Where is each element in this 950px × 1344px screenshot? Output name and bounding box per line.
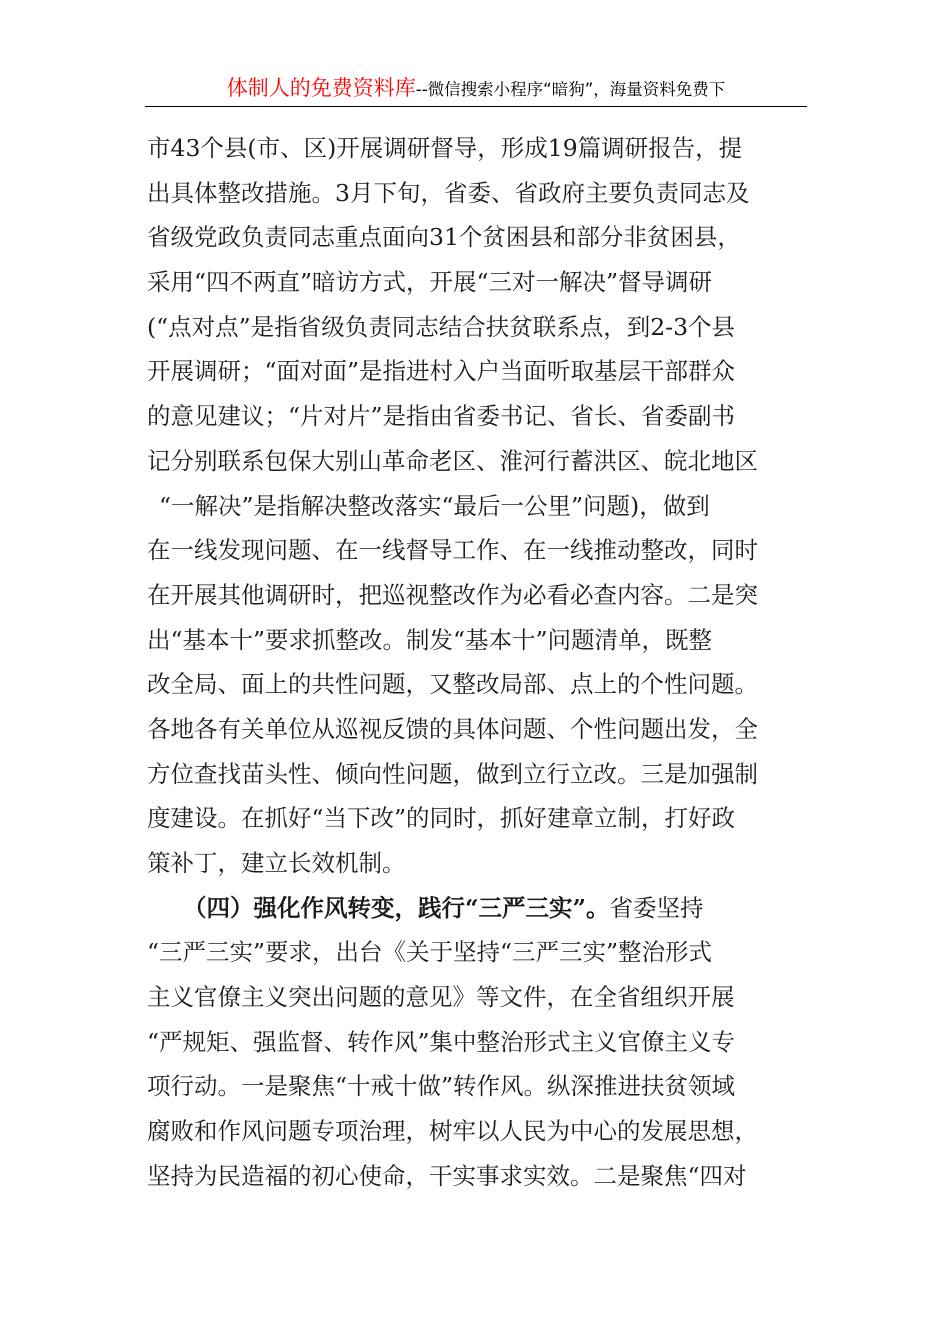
body-line: 在一线发现问题、在一线督导工作、在一线推动整改，同时: [147, 536, 758, 565]
body-line: “三严三实”要求，出台《关于坚持“三严三实”整治形式: [147, 938, 713, 967]
section-four-first-line: [147, 886, 807, 931]
body-line: 项行动。一是聚焦“十戒十做”转作风。纵深推进扶贫领域: [147, 1072, 736, 1101]
body-line: 策补丁，建立长效机制。: [147, 849, 406, 877]
body-line: 市43个县(市、区)开展调研督导，形成19篇调研报告，提: [147, 134, 743, 162]
body-line: 记分别联系包保大别山革命老区、淮河行蓄洪区、皖北地区: [147, 446, 758, 475]
body-line: “严规矩、强监督、转作风”集中整治形式主义官僚主义专: [147, 1027, 736, 1056]
header-brand: 体制人的免费资料库: [226, 76, 416, 100]
body-line: 各地各有关单位从巡视反馈的具体问题、个性问题出发，全: [147, 714, 758, 743]
body-line: 采用“四不两直”暗访方式，开展“三对一解决”督导调研: [147, 268, 713, 297]
body-line: 的意见建议；“片对片”是指由省委书记、省长、省委副书: [147, 402, 736, 431]
body-line: 省级党政负责同志重点面向31个贫困县和部分非贫困县，: [147, 223, 741, 252]
document-body: [147, 126, 807, 1199]
body-line: 出“基本十”要求抓整改。制发“基本十”问题清单，既整: [147, 625, 713, 654]
section-four-heading: （四）强化作风转变，践行“三严三实”。: [183, 893, 610, 922]
body-line: 方位查找苗头性、倾向性问题，做到立行立改。三是加强制: [147, 759, 758, 788]
header-note: --微信搜索小程序“暗狗”，海量资料免费下: [415, 80, 726, 99]
body-line: 度建设。在抓好“当下改”的同时，抓好建章立制，打好政: [147, 804, 736, 833]
body-line: 出具体整改措施。3月下旬，省委、省政府主要负责同志及: [147, 178, 750, 207]
body-line: “一解决”是指解决整改落实“最后一公里”问题)，做到: [159, 491, 710, 520]
body-line: 坚持为民造福的初心使命，干实事求实效。二是聚焦“四对: [147, 1161, 747, 1190]
body-line: 开展调研；“面对面”是指进村入户当面听取基层干部群众: [147, 357, 736, 386]
body-line: (“点对点”是指省级负责同志结合扶贫联系点，到2-3个县: [147, 312, 736, 341]
section-four-first-line-rest: 省委坚持: [609, 893, 704, 922]
body-line: 在开展其他调研时，把巡视整改作为必看必查内容。二是突: [147, 580, 758, 609]
body-line: 腐败和作风问题专项治理，树牢以人民为中心的发展思想，: [147, 1117, 758, 1146]
page-header: [145, 72, 807, 107]
body-line: 改全局、面上的共性问题，又整改局部、点上的个性问题。: [147, 670, 758, 699]
body-line: 主义官僚主义突出问题的意见》等文件，在全省组织开展: [147, 983, 735, 1012]
